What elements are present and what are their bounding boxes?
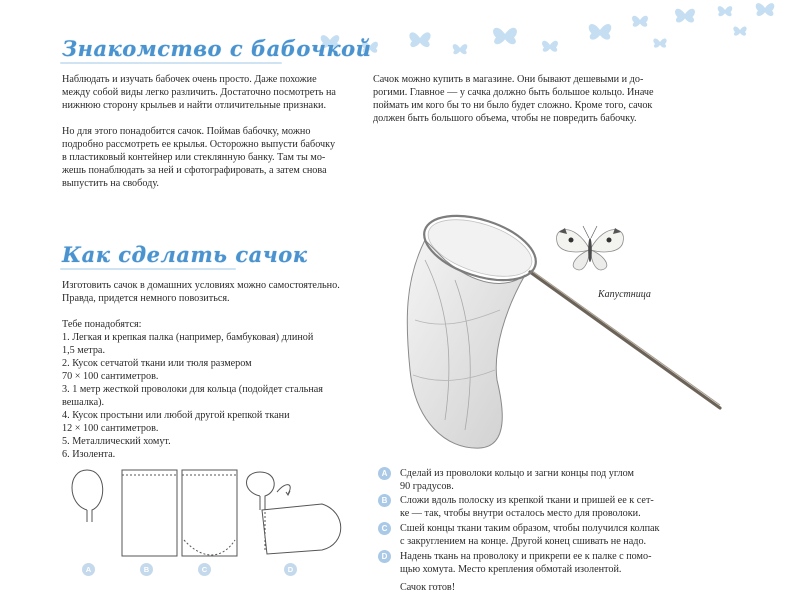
materials-item: 1. Легкая и крепкая палка (например, бамбуковая) длиной 1,5 метра.: [62, 332, 314, 356]
intro-left-column: [62, 73, 362, 190]
diagram-label-d: D: [284, 563, 297, 576]
paragraph: Но для этого понадобится сачок. Поймав бабочку, можно подробно рассмотреть ее крылья. Осторожно выпусти бабочку в пластиковый контейнер или стеклянную банку. Там ты мо- жешь понаблюдать за ней и сфотографировать, а затем снова выпустить на свободу.: [62, 126, 336, 189]
section-heading-meet-butterfly: Знакомство с бабочкой: [62, 36, 372, 61]
heading-underline: [60, 62, 282, 64]
intro-right-column: [373, 73, 693, 125]
intro-paragraph: Изготовить сачок в домашних условиях можно самостоятельно. Правда, придется немного повозиться.: [62, 280, 340, 304]
butterfly-caption: Капустница: [598, 289, 651, 300]
paragraph: Наблюдать и изучать бабочек очень просто. Даже похожие между собой виды легко различить. Достаточно посмотреть на нижнюю сторону крыльев и найти отличительные признаки.: [62, 74, 336, 111]
step-d: [378, 550, 708, 576]
heading-underline: [60, 268, 236, 270]
materials-item: 4. Кусок простыни или любой другой крепкой ткани 12 × 100 сантиметров.: [62, 410, 290, 434]
decorative-butterflies: [300, 0, 800, 70]
materials-item: 3. 1 метр жесткой проволоки для кольца (подойдет стальная вешалка).: [62, 384, 323, 408]
diagram-label-b: B: [140, 563, 153, 576]
materials-column: [62, 279, 362, 461]
step-badge: D: [378, 550, 391, 563]
diagram-label-a: A: [82, 563, 95, 576]
step-text: Сделай из проволоки кольцо и загни концы под углом 90 градусов.: [400, 468, 634, 492]
step-a: [378, 467, 708, 493]
step-c: [378, 522, 708, 548]
step-text: Сшей концы ткани таким образом, чтобы получился колпак с закруглением на конце. Другой конец сшивать не надо.: [400, 523, 660, 547]
closing-line: Сачок готов!: [400, 582, 456, 593]
step-badge: C: [378, 522, 391, 535]
materials-item: 6. Изолента.: [62, 449, 116, 460]
assembly-diagram: [62, 462, 352, 562]
step-text: Сложи вдоль полоску из крепкой ткани и пришей ее к сет- ке — так, чтобы внутри осталось место для проволоки.: [400, 495, 654, 519]
materials-item: 2. Кусок сетчатой ткани или тюля размером 70 × 100 сантиметров.: [62, 358, 252, 382]
materials-title: Тебе понадобятся:: [62, 319, 142, 330]
cabbage-white-butterfly: [545, 218, 635, 278]
step-badge: B: [378, 494, 391, 507]
step-text: Надень ткань на проволоку и прикрепи ее к палке с помо- щью хомута. Место крепления обмотай изолентой.: [400, 551, 652, 575]
diagram-label-c: C: [198, 563, 211, 576]
paragraph: Сачок можно купить в магазине. Они бывают дешевыми и до- рогими. Главное — у сачка должно быть большое кольцо. Иначе поймать им кого бы то ни было будет сложно. Кроме того, сачок должен быть большого объема, чтобы не повредить бабочку.: [373, 74, 654, 124]
step-badge: A: [378, 467, 391, 480]
section-heading-make-net: Как сделать сачок: [62, 242, 308, 267]
step-b: [378, 494, 708, 520]
materials-item: 5. Металлический хомут.: [62, 436, 171, 447]
